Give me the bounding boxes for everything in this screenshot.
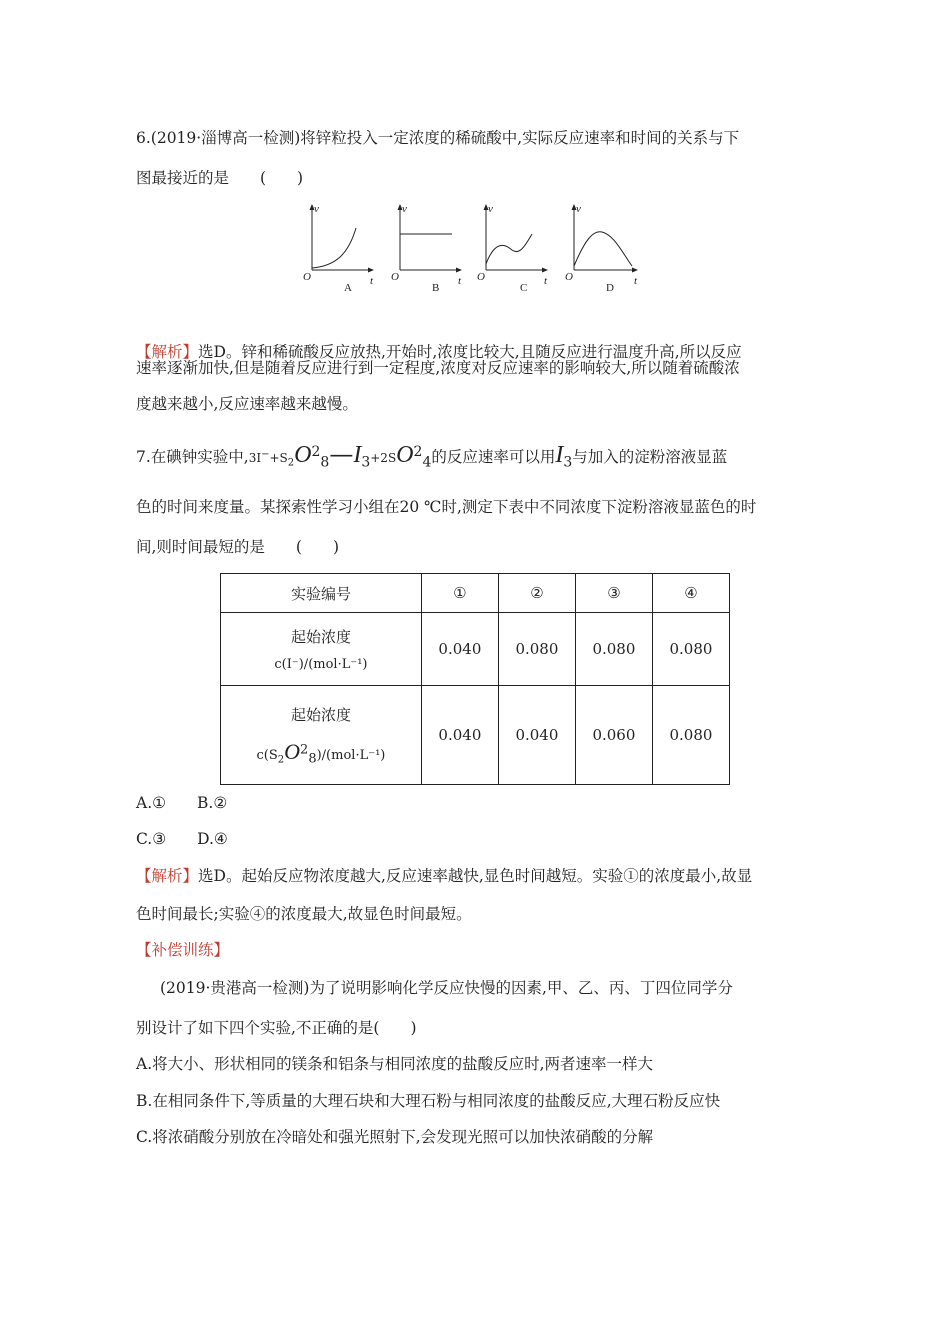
unit-a: c(S — [256, 747, 278, 763]
supp-option-b: B.在相同条件下,等质量的大理石块和大理石粉与相同浓度的盐酸反应,大理石粉反应快 — [136, 1092, 721, 1110]
table-cell: 0.060 — [575, 686, 652, 785]
unit-b: )/(mol·L⁻¹) — [316, 747, 386, 763]
graph-d-origin: O — [565, 271, 573, 283]
graph-b-v-label: v — [402, 203, 407, 215]
row-label — [221, 613, 422, 686]
q7-option-ab: A.① B.② — [136, 794, 228, 812]
unit-o: O — [284, 738, 301, 764]
analysis-tag: 【解析】 — [136, 867, 199, 885]
eq-3: 3 — [361, 454, 371, 471]
eq-dash: — — [329, 440, 354, 469]
analysis-text: 选D。锌和稀硫酸反应放热,开始时,浓度比较大,且随反应进行温度升高,所以反应 — [198, 343, 742, 361]
supp-stem-line2: 别设计了如下四个实验,不正确的是( ) — [136, 1019, 417, 1037]
q7-option-cd: C.③ D.④ — [136, 830, 228, 848]
row-label — [221, 686, 422, 785]
graph-c — [477, 203, 548, 294]
unit-2: 2 — [300, 742, 309, 758]
graph-b-origin: O — [391, 271, 399, 283]
graph-b-label: B — [432, 282, 440, 294]
table-cell: 0.080 — [498, 613, 575, 686]
graph-b — [391, 203, 462, 294]
q6-stem-line2: 图最接近的是 ( ) — [136, 169, 304, 187]
supp-option-c: C.将浓硝酸分别放在冷暗处和强光照射下,会发现光照可以加快浓硝酸的分解 — [136, 1128, 654, 1146]
graph-c-t-label: t — [544, 275, 548, 287]
graph-c-origin: O — [477, 271, 485, 283]
table-header-row — [221, 574, 730, 613]
graph-a-t-label: t — [370, 275, 374, 287]
table-cell: 0.080 — [575, 613, 652, 686]
graph-a-v-label: v — [314, 203, 319, 215]
table-row — [221, 613, 730, 686]
eq-o2: O — [396, 442, 414, 469]
table-cell: 0.080 — [652, 613, 729, 686]
supp-option-a: A.将大小、形状相同的镁条和铝条与相同浓度的盐酸反应时,两者速率一样大 — [136, 1055, 654, 1073]
unit-sub2: 2 — [277, 754, 285, 766]
header-cell: ① — [421, 574, 498, 613]
q7-data-table — [220, 573, 730, 785]
header-cell: 实验编号 — [221, 574, 422, 613]
eq-o: O — [294, 442, 312, 469]
eq-a: 3I — [248, 451, 262, 466]
graph-c-v-label: v — [488, 203, 493, 215]
eq-2: 2 — [311, 444, 321, 460]
table-cell: 0.040 — [421, 686, 498, 785]
q7-intro: 7.在碘钟实验中, — [136, 448, 249, 467]
graph-a-label: A — [344, 282, 352, 294]
eq-minus: − — [261, 449, 270, 461]
eq-3i — [248, 449, 295, 469]
unit-8: 8 — [308, 751, 317, 767]
analysis-text: 选D。起始反应物浓度越大,反应速率越快,显色时间越短。实验①的浓度最小,故显 — [198, 867, 753, 885]
eq-4: 4 — [422, 454, 432, 471]
graph-d — [565, 203, 638, 294]
q6-analysis-line2-text: 速率逐渐加快,但是随着反应进行到一定程度,浓度对反应速率的影响较大,所以随着硫酸浓 — [136, 359, 740, 377]
q7-stem-line2: 色的时间来度量。某探索性学习小组在20 ℃时,测定下表中不同浓度下淀粉溶液显蓝色的时 — [136, 498, 757, 516]
eq-c: +2S — [370, 451, 397, 466]
table-cell: 0.040 — [498, 686, 575, 785]
q7-stem-line1 — [136, 432, 727, 484]
table-cell: 0.080 — [652, 686, 729, 785]
analysis-tag: 【解析】 — [136, 343, 199, 361]
graph-a — [303, 203, 374, 294]
eq-b: +S — [269, 451, 288, 466]
eq-i: I — [353, 442, 362, 469]
table-cell: 0.040 — [421, 613, 498, 686]
graph-d-t-label: t — [634, 275, 638, 287]
graph-c-label: C — [520, 282, 528, 294]
row-label-unit — [221, 739, 421, 767]
q6-stem-line1: 6.(2019·淄博高一检测)将锌粒投入一定浓度的稀硫酸中,实际反应速率和时间的关系与下 — [136, 129, 740, 147]
graph-d-label: D — [606, 282, 614, 294]
graph-d-v-label: v — [576, 203, 581, 215]
q6-analysis-line3: 度越来越小,反应速率越来越慢。 — [136, 395, 358, 413]
eq-8: 8 — [320, 454, 330, 471]
supp-tag: 【补偿训练】 — [136, 941, 230, 959]
graph-b-t-label: t — [458, 275, 462, 287]
header-cell: ② — [498, 574, 575, 613]
table-row — [221, 686, 730, 785]
eq-i2: I — [555, 442, 564, 469]
eq-2b: 2 — [413, 444, 423, 460]
graph-a-origin: O — [303, 271, 311, 283]
q7-analysis-line2: 色时间最长;实验④的浓度最大,故显色时间最短。 — [136, 905, 472, 923]
supp-stem-line1: (2019·贵港高一检测)为了说明影响化学反应快慢的因素,甲、乙、丙、丁四位同学分 — [160, 979, 733, 997]
q7-stem-line3: 间,则时间最短的是 ( ) — [136, 538, 340, 556]
q6-graph-options — [300, 200, 650, 295]
eq-tail: 的反应速率可以用 — [431, 448, 556, 467]
row-label-unit: c(I⁻)/(mol·L⁻¹) — [274, 657, 368, 672]
eq-sub2: 2 — [287, 457, 295, 469]
q7-analysis-line1 — [136, 866, 752, 886]
eq-3b: 3 — [563, 454, 573, 471]
row-label-title: 起始浓度 — [290, 705, 351, 724]
header-cell: ③ — [575, 574, 652, 613]
row-label-title: 起始浓度 — [290, 628, 351, 646]
eq-tail2: 与加入的淀粉溶液显蓝 — [572, 448, 728, 467]
header-cell: ④ — [652, 574, 729, 613]
